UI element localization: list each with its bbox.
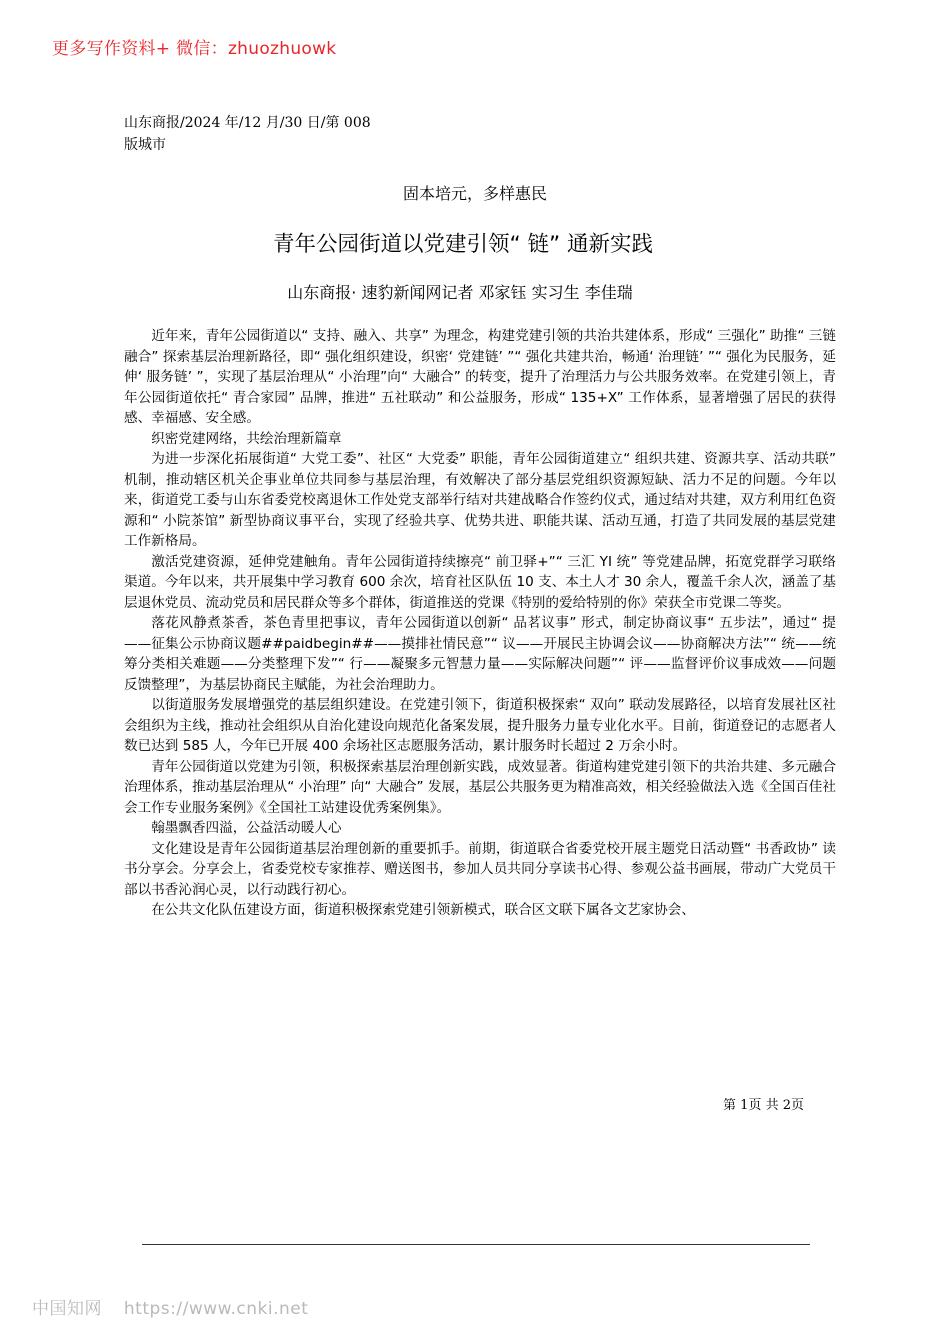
paragraph: 以街道服务发展增强党的基层组织建设。在党建引领下，街道积极探索“ 双向” 联动发展路径，以培育发展社区社会组织为主线，推动社会组织从自治化建设向规范化备案发展，提升服务力量专业化水平。目前，街道登记的志愿者人数已达到 585 人，今年已开展 400 余场社区志愿服务活动，累计服务时长超过 2 万余小时。 [124, 697, 836, 754]
page-number: 第 1页 共 2页 [723, 1098, 804, 1113]
section-name: 版城市 [124, 137, 166, 153]
article-byline: 山东商报· 速豹新闻网记者 邓家钰 实习生 李佳瑞 [287, 283, 633, 302]
section-heading: 织密党建网络，共绘治理新篇章 [151, 430, 342, 447]
watermark-url: https://www.cnki.net [123, 1299, 309, 1319]
section-heading: 翰墨飘香四溢，公益活动暖人心 [151, 820, 342, 836]
article-subtitle: 固本培元，多样惠民 [402, 184, 547, 203]
paragraph: 为进一步深化拓展街道“ 大党工委”、社区“ 大党委” 职能，青年公园街道建立“ 组织共建、资源共享、活动共联” 机制，推动辖区机关企事业单位共同参与基层治理，有效解决了部分基层党组织资源短缺、活力不足的问题。今年以来，街道党工委与山东省委党校离退休工作处党支部举行结对共建战略合作签约仪式，通过结对共建，双方利用红色资源和“ 小院茶馆” 新型协商议事平台，实现了经验共享、优势共进、职能共谋、活动互通，打造了共同发展的基层党建工作新格局。 [124, 451, 836, 549]
paragraph: 落花风静煮茶香，茶色青里把事议，青年公园街道以创新“ 品茗议事” 形式，制定协商议事“ 五步法”，通过“ 提——征集公示协商议题##paidbegin##——摸排社情民意”“ 议——开展民主协调会议——协商解决方法”“ 统——统筹分类相关难题——分类整理下发”“ 行——凝聚多元智慧力量——实际解决问题”“ 评——监督评价议事成效——问题反馈整理”，为基层协商民主赋能，为社会治理助力。 [124, 615, 836, 693]
paragraph: 近年来，青年公园街道以“ 支持、融入、共享” 为理念，构建党建引领的共治共建体系，形成“ 三强化” 助推“ 三链融合” 探索基层治理新路径，即“ 强化组织建设，织密‘ 党建链’ ”“ 强化共建共治，畅通‘ 治理链’ ”“ 强化为民服务，延伸‘ 服务链’ ”，实现了基层治理从“ 小治理”向“ 大融合” 的转变，提升了治理活力与公共服务效率。在党建引领上，青年公园街道依托“ 青合家园” 品牌，推进“ 五社联动” 和公益服务，形成“ 135+X” 工作体系，显著增强了居民的获得感、幸福感、安全感。 [124, 328, 836, 426]
paragraph: 激活党建资源，延伸党建触角。青年公园街道持续擦亮“ 前卫驿+”“ 三汇 YI 统” 等党建品牌，拓宽党群学习联络渠道。今年以来，共开展集中学习教育 600 余次，培育社区队伍 10 支、本土人才 30 余人，覆盖千余人次，涵盖了基层退休党员、流动党员和居民群众等多个群体，街道推送的党课《特别的爱给特别的你》荣获全市党课二等奖。 [124, 553, 836, 611]
paragraph: 青年公园街道以党建为引领，积极探索基层治理创新实践，成效显著。街道构建党建引领下的共治共建、多元融合治理体系，推动基层治理从“ 小治理” 向“ 大融合” 发展，基层公共服务更为精准高效，相关经验做法入选《全国百佳社会工作专业服务案例》《全国社工站建设优秀案例集》。 [124, 758, 836, 816]
source-line: 山东商报/2024 年/12 月/30 日/第 008 [124, 115, 371, 131]
source-meta [124, 112, 371, 156]
paragraph: 文化建设是青年公园街道基层治理创新的重要抓手。前期，街道联合省委党校开展主题党日活动暨“ 书香政协” 读书分享会。分享会上，省委党校专家推荐、赠送图书，参加人员共同分享读书心得、参观公益书画展，带动广大党员干部以书香沁润心灵，以行动践行初心。 [124, 840, 836, 898]
article-body [124, 326, 836, 921]
promo-banner: 更多写作资料+ 微信：zhuozhuowk [52, 39, 337, 59]
cnki-watermark [32, 1294, 308, 1319]
paragraph: 在公共文化队伍建设方面，街道积极探索党建引领新模式，联合区文联下属各文艺家协会、 [151, 902, 695, 918]
article-title: 青年公园街道以党建引领“ 链” 通新实践 [273, 232, 653, 257]
footer-divider [142, 1244, 810, 1245]
watermark-brand: 中国知网 [32, 1299, 102, 1319]
